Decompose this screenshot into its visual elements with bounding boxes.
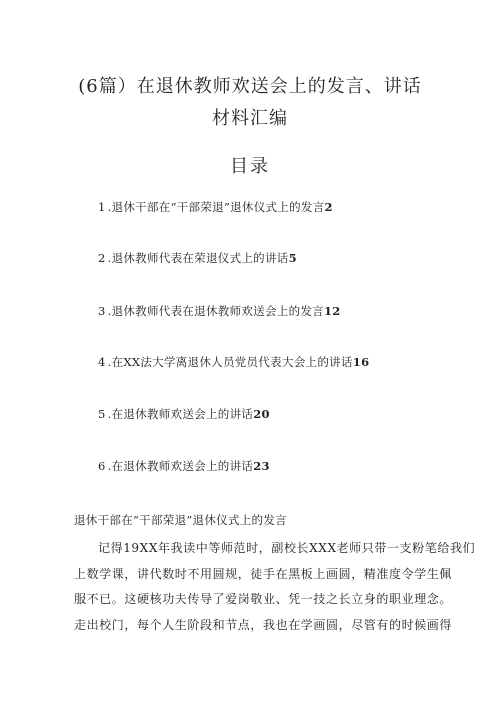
toc-item-number: 6 bbox=[98, 459, 106, 473]
toc-item-page: 12 bbox=[323, 304, 341, 318]
toc-item bbox=[98, 459, 270, 473]
toc-item bbox=[98, 304, 341, 318]
toc-item-number: 5 bbox=[98, 407, 106, 421]
body-paragraph bbox=[74, 536, 476, 638]
toc-item-text: .退休教师代表在荣退仪式上的讲话 bbox=[107, 251, 289, 265]
toc-item-number: 4 bbox=[98, 355, 106, 369]
toc-item bbox=[98, 355, 369, 369]
document-title-line-2: 材料汇编 bbox=[212, 108, 288, 129]
body-line: 服不已。这硬核功夫传导了爱岗敬业、凭一技之长立身的职业理念。 bbox=[74, 592, 453, 606]
toc-item-text: .退休干部在“干部荣退”退休仪式上的发言 bbox=[107, 200, 325, 214]
toc-item-page: 2 bbox=[324, 200, 333, 214]
toc-item-number: 3 bbox=[98, 304, 106, 318]
toc-item-number: 1 bbox=[98, 200, 106, 214]
toc-item-text: .在XX法大学离退休人员党员代表大会上的讲话 bbox=[107, 355, 353, 369]
body-line: 走出校门，每个人生阶段和节点，我也在学画圆，尽管有的时候画得 bbox=[74, 617, 453, 632]
body-line: 记得19XX年我读中等师范时，副校长XXX老师只带一支粉笔给我们 bbox=[98, 541, 476, 555]
toc-item-text: .在退休教师欢送会上的讲话 bbox=[107, 459, 254, 473]
toc-item bbox=[98, 200, 333, 214]
toc-item-number: 2 bbox=[98, 251, 106, 265]
toc-item-page: 16 bbox=[352, 355, 370, 369]
section-title: 退休干部在“干部荣退”退休仪式上的发言 bbox=[74, 513, 287, 527]
body-line: 上数学课，讲代数时不用圆规，徒手在黑板上画圆，精准度令学生佩 bbox=[74, 566, 453, 581]
toc-item bbox=[98, 251, 297, 265]
toc-item bbox=[98, 407, 270, 421]
toc-item-page: 20 bbox=[253, 407, 270, 421]
toc-item-text: .在退休教师欢送会上的讲话 bbox=[107, 407, 254, 421]
toc-heading: 目录 bbox=[230, 156, 270, 177]
toc-item-page: 23 bbox=[253, 459, 270, 473]
document-title-line-1: (6篇）在退休教师欢送会上的发言、讲话 bbox=[78, 76, 422, 97]
toc-item-page: 5 bbox=[288, 251, 297, 265]
toc-item-text: .退休教师代表在退休教师欢送会上的发言 bbox=[107, 304, 324, 318]
